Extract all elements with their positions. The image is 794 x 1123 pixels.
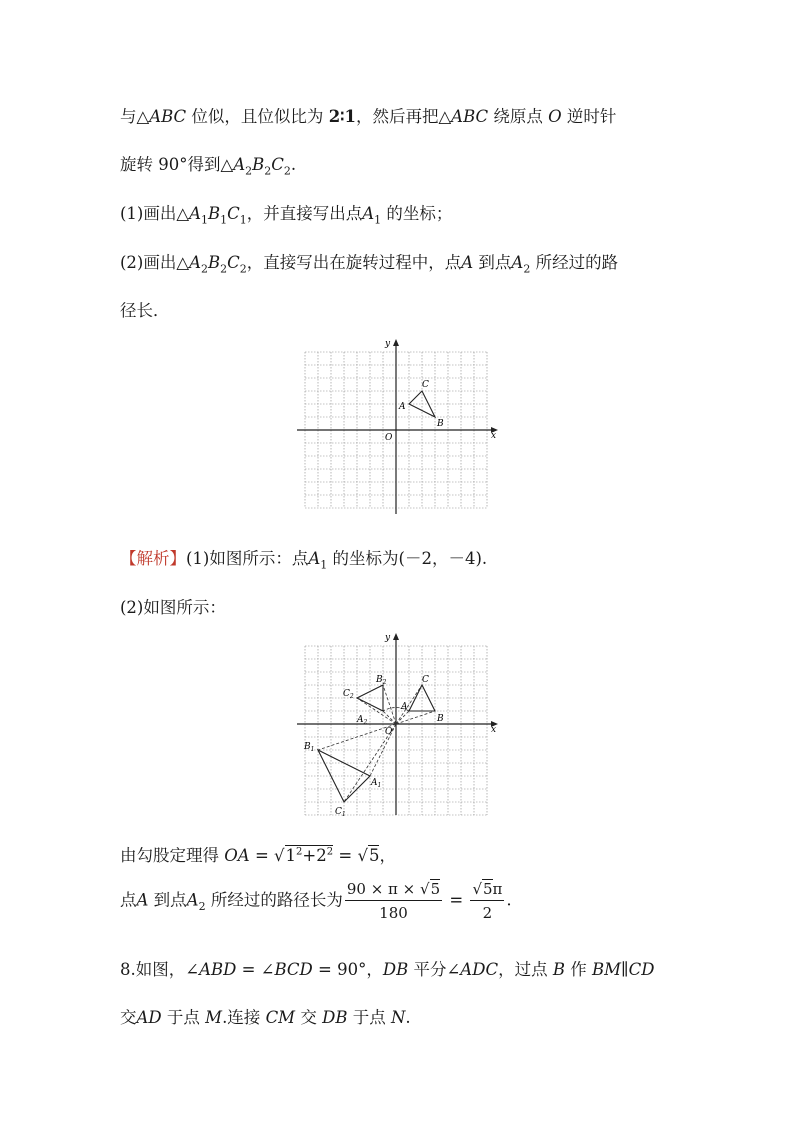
next-problem-line-1: 8.如图，∠ABD = ∠BCD = 90°，DB 平分∠ADC，过点 B 作 BM∥CD bbox=[120, 960, 655, 979]
fraction-result: $\frac{√5\pi}{2}$ bbox=[472, 880, 503, 922]
fraction-arc-length: $\frac{90 \times \pi \times √5}{180}$ bbox=[346, 880, 441, 922]
solution-3: 由勾股定理得 OA = $√1^2+2^2 = √5$， bbox=[120, 846, 396, 865]
solution-tag: 【解析】 bbox=[120, 549, 186, 568]
svg-text:B: B bbox=[437, 714, 444, 724]
svg-text:B2: $B_2$ bbox=[376, 675, 387, 686]
svg-text:C2: $C_2$ bbox=[343, 689, 354, 700]
svg-text:A1: $A_1$ bbox=[371, 778, 382, 789]
svg-text:x: x bbox=[491, 725, 497, 735]
svg-text:C1: $C_1$ bbox=[335, 807, 346, 818]
problem-line-1: 与△ABC 位似，且位似比为 2∶1，然后再把△ABC 绕原点 O 逆时针 bbox=[120, 107, 617, 126]
question-2: (2)画出$\triangle A_2B_2C_2$，直接写出在旋转过程中，点A 到点$A_2$ 所经过的路 bbox=[120, 253, 619, 276]
question-2-cont: 径长． bbox=[120, 301, 170, 320]
solution-4: 点A 到点$A_2$ 所经过的路径长为 $\frac{90 \times \pi \times √5}{180}$ = $\frac{√5\pi}{2}$ . bbox=[120, 880, 512, 922]
svg-text:A: A bbox=[399, 402, 406, 412]
coordinate-grid-figure-1 bbox=[295, 338, 505, 516]
svg-text:A2: $A_2$ bbox=[357, 715, 368, 726]
svg-text:y: y bbox=[385, 633, 391, 643]
problem-line-2: 旋转 90°得到$\triangle A_2B_2C_2$. bbox=[120, 155, 297, 178]
svg-text:C: C bbox=[422, 675, 429, 685]
svg-text:A: A bbox=[401, 702, 408, 712]
svg-text:C: C bbox=[422, 380, 429, 390]
svg-text:B: B bbox=[437, 419, 444, 429]
solution-1: 【解析】(1)如图所示：点$A_1$ 的坐标为(－2，－4). bbox=[120, 549, 488, 572]
svg-text:O: O bbox=[385, 433, 393, 443]
svg-text:O: O bbox=[385, 727, 393, 737]
solution-2: (2)如图所示： bbox=[120, 598, 226, 617]
svg-text:x: x bbox=[491, 431, 497, 441]
question-1: (1)画出$\triangle A_1B_1C_1$，并直接写出点$A_1$ 的坐标； bbox=[120, 204, 453, 227]
svg-text:B1: $B_1$ bbox=[304, 742, 315, 753]
svg-text:y: y bbox=[385, 339, 391, 349]
next-problem-line-2: 交AD 于点 M.连接 CM 交 DB 于点 N. bbox=[120, 1008, 411, 1027]
coordinate-grid-figure-2 bbox=[295, 632, 505, 822]
